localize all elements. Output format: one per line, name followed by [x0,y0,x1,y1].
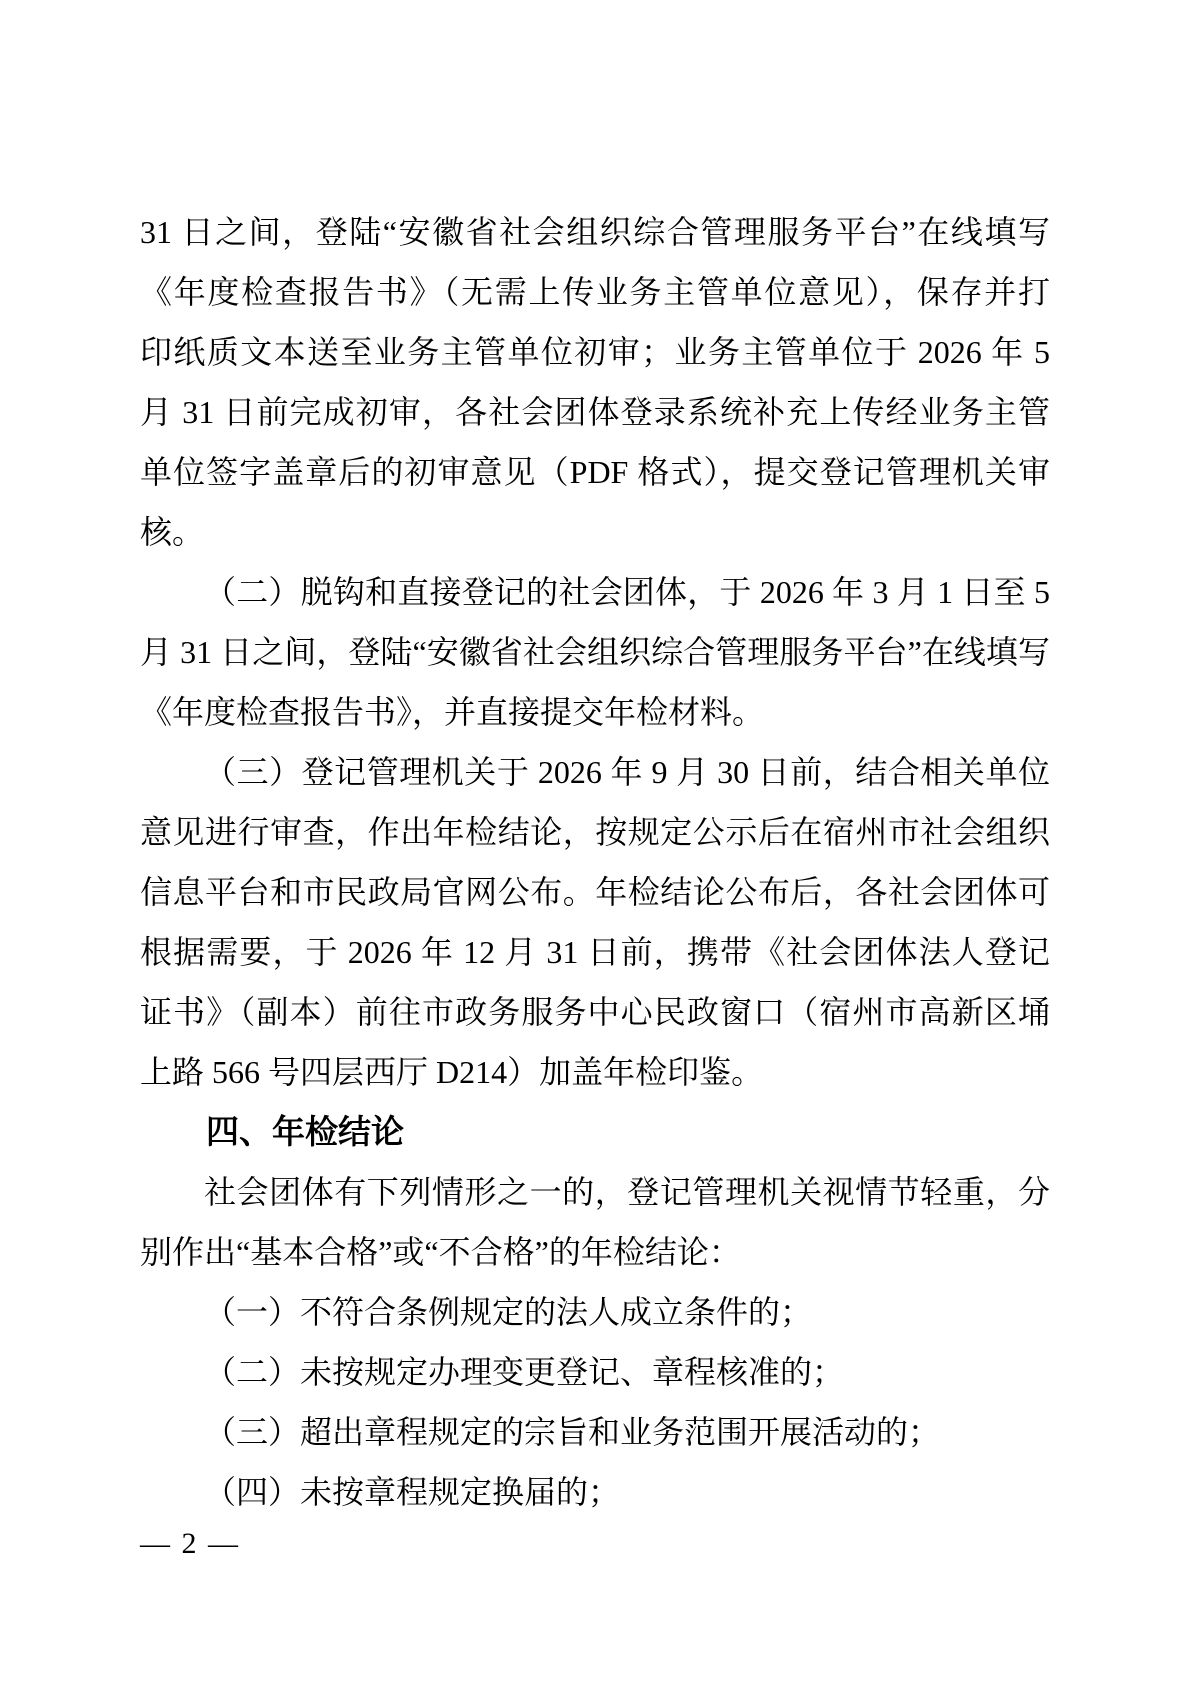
page-number: — 2 — [140,1527,240,1560]
text-line: 上路 566 号四层西厅 D214）加盖年检印鉴。 [140,1054,764,1090]
paragraph-start-line: （二）脱钩和直接登记的社会团体，于 2026 年 3 月 1 日至 5 [204,574,1050,610]
list-item: （二）未按规定办理变更登记、章程核准的； [204,1354,845,1390]
text-line: 核。 [140,514,205,550]
paragraph-start-line: 社会团体有下列情形之一的，登记管理机关视情节轻重，分 [204,1174,1050,1210]
text-line: 月 31 日前完成初审，各社会团体登录系统补充上传经业务主管 [140,394,1050,430]
text-line: 别作出“基本合格”或“不合格”的年检结论： [140,1234,741,1270]
text-line: 根据需要，于 2026 年 12 月 31 日前，携带《社会团体法人登记 [140,934,1050,970]
text-line: 《年度检查报告书》（无需上传业务主管单位意见），保存并打 [140,274,1050,310]
text-line: 意见进行审查，作出年检结论，按规定公示后在宿州市社会组织 [140,814,1050,850]
text-line: 信息平台和市民政局官网公布。年检结论公布后，各社会团体可 [140,874,1050,910]
text-line: 《年度检查报告书》，并直接提交年检材料。 [140,694,765,730]
text-line: 印纸质文本送至业务主管单位初审；业务主管单位于 2026 年 5 [140,334,1050,370]
list-item: （三）超出章程规定的宗旨和业务范围开展活动的； [204,1414,941,1450]
text-line: 证书》（副本）前往市政务服务中心民政窗口（宿州市高新区埇 [140,994,1050,1030]
paragraph-start-line: （三）登记管理机关于 2026 年 9 月 30 日前，结合相关单位 [204,754,1050,790]
text-line: 单位签字盖章后的初审意见（PDF 格式），提交登记管理机关审 [140,454,1050,490]
document-body [140,202,1050,1522]
section-heading: 四、年检结论 [206,1113,404,1150]
list-item: （一）不符合条例规定的法人成立条件的； [204,1294,813,1330]
text-line: 月 31 日之间，登陆“安徽省社会组织综合管理服务平台”在线填写 [140,634,1050,670]
text-line: 31 日之间，登陆“安徽省社会组织综合管理服务平台”在线填写 [140,214,1050,250]
list-item: （四）未按章程规定换届的； [204,1474,621,1510]
